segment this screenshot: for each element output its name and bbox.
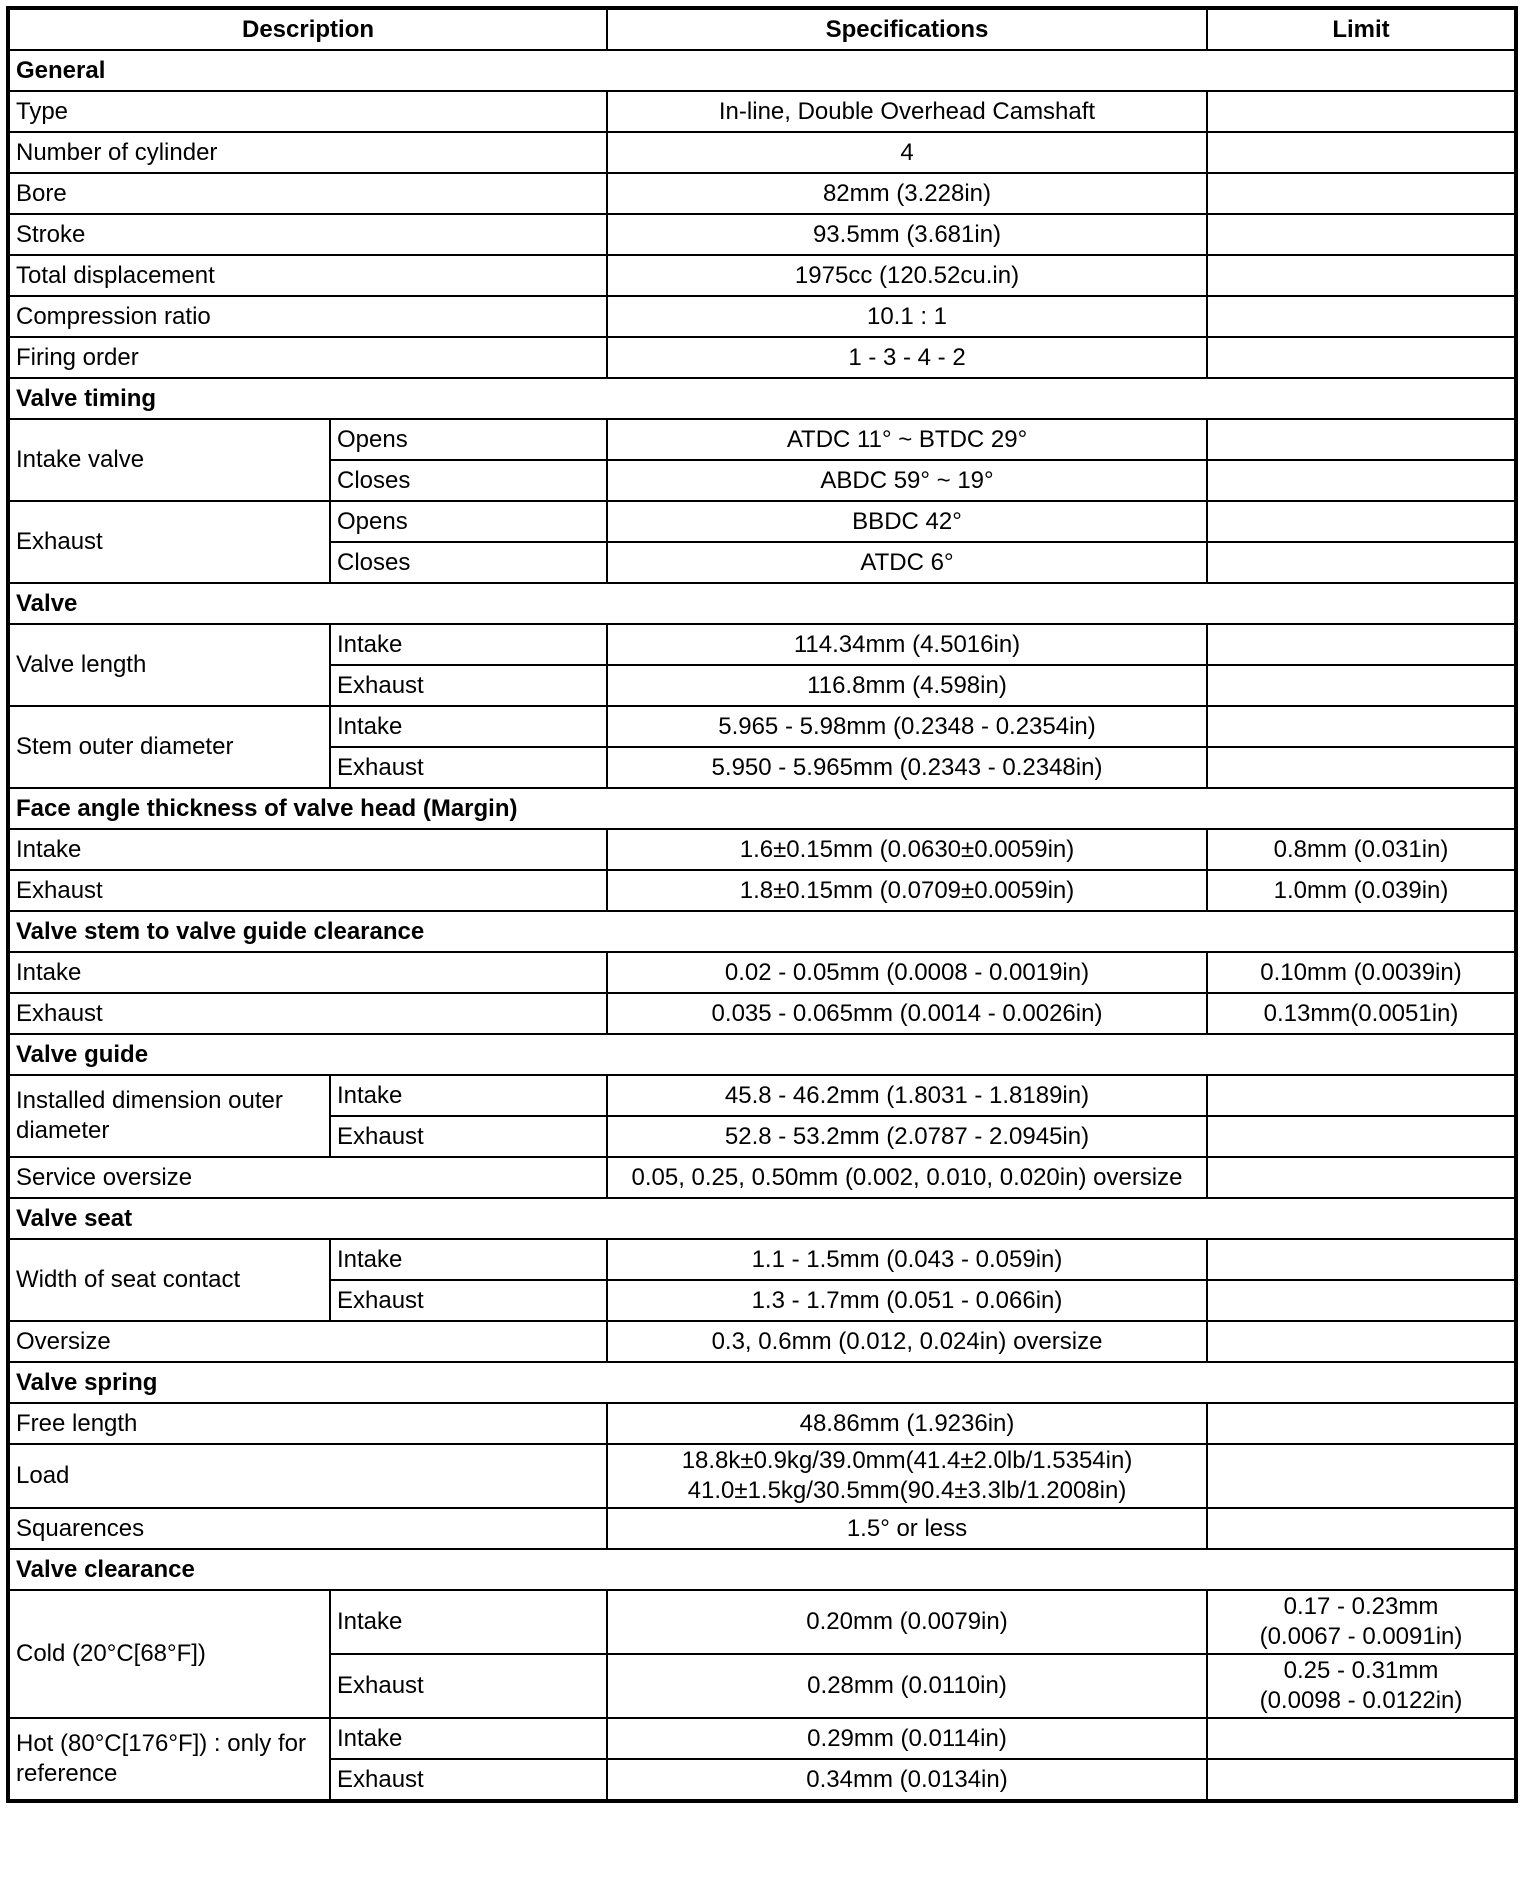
section-title-valve-clearance: Valve clearance	[8, 1549, 1516, 1590]
load-line-1: 18.8k±0.9kg/39.0mm(41.4±2.0lb/1.5354in)	[681, 1447, 1133, 1474]
table-row	[8, 419, 1516, 460]
table-row	[8, 870, 1516, 911]
row-spec: BBDC 42°	[607, 501, 1207, 542]
row-sublabel: Exhaust	[330, 1280, 607, 1321]
limit-line-2: (0.0067 - 0.0091in)	[1259, 1623, 1463, 1650]
row-limit	[1207, 665, 1516, 706]
row-label: Compression ratio	[8, 296, 607, 337]
section-title-valve-timing: Valve timing	[8, 378, 1516, 419]
section-row	[8, 911, 1516, 952]
row-spec: 0.20mm (0.0079in)	[607, 1590, 1207, 1654]
row-limit	[1207, 1280, 1516, 1321]
row-sublabel: Intake	[330, 1239, 607, 1280]
row-sublabel: Exhaust	[330, 665, 607, 706]
row-spec: 93.5mm (3.681in)	[607, 214, 1207, 255]
row-spec: 0.34mm (0.0134in)	[607, 1759, 1207, 1801]
row-spec: 5.950 - 5.965mm (0.2343 - 0.2348in)	[607, 747, 1207, 788]
row-limit	[1207, 173, 1516, 214]
row-spec	[607, 1444, 1207, 1508]
row-limit	[1207, 91, 1516, 132]
row-limit	[1207, 132, 1516, 173]
row-spec: 1 - 3 - 4 - 2	[607, 337, 1207, 378]
section-row	[8, 1549, 1516, 1590]
row-limit: 0.13mm(0.0051in)	[1207, 993, 1516, 1034]
load-line-2: 41.0±1.5kg/30.5mm(90.4±3.3lb/1.2008in)	[687, 1477, 1127, 1504]
row-label: Free length	[8, 1403, 607, 1444]
row-limit	[1207, 337, 1516, 378]
row-label: Squarences	[8, 1508, 607, 1549]
row-spec: 10.1 : 1	[607, 296, 1207, 337]
row-spec: 114.34mm (4.5016in)	[607, 624, 1207, 665]
table-row	[8, 173, 1516, 214]
section-title-valve-spring: Valve spring	[8, 1362, 1516, 1403]
section-row	[8, 50, 1516, 91]
row-limit	[1207, 1403, 1516, 1444]
section-title-guide-clearance: Valve stem to valve guide clearance	[8, 911, 1516, 952]
table-row	[8, 132, 1516, 173]
row-limit	[1207, 542, 1516, 583]
row-spec: 1.8±0.15mm (0.0709±0.0059in)	[607, 870, 1207, 911]
row-limit	[1207, 419, 1516, 460]
row-group-label: Installed dimension outer diameter	[8, 1075, 330, 1157]
row-label: Intake	[8, 952, 607, 993]
table-row	[8, 1075, 1516, 1116]
row-spec: 1.6±0.15mm (0.0630±0.0059in)	[607, 829, 1207, 870]
row-group-label: Hot (80°C[176°F]) : only for reference	[8, 1718, 330, 1801]
row-group-label: Intake valve	[8, 419, 330, 501]
row-label: Type	[8, 91, 607, 132]
row-spec: ATDC 11° ~ BTDC 29°	[607, 419, 1207, 460]
row-sublabel: Intake	[330, 1075, 607, 1116]
row-label: Number of cylinder	[8, 132, 607, 173]
section-title-general: General	[8, 50, 1516, 91]
row-sublabel: Exhaust	[330, 1759, 607, 1801]
header-row	[8, 8, 1516, 50]
row-sublabel: Intake	[330, 1718, 607, 1759]
section-row	[8, 583, 1516, 624]
row-limit	[1207, 1116, 1516, 1157]
row-label: Firing order	[8, 337, 607, 378]
table-row	[8, 1239, 1516, 1280]
row-spec: 82mm (3.228in)	[607, 173, 1207, 214]
row-sublabel: Intake	[330, 624, 607, 665]
limit-line-1: 0.17 - 0.23mm	[1283, 1593, 1439, 1620]
row-label: Exhaust	[8, 993, 607, 1034]
table-row	[8, 993, 1516, 1034]
row-sublabel: Closes	[330, 542, 607, 583]
section-title-valve: Valve	[8, 583, 1516, 624]
section-title-margin: Face angle thickness of valve head (Margin)	[8, 788, 1516, 829]
row-limit	[1207, 1718, 1516, 1759]
row-label: Stroke	[8, 214, 607, 255]
section-row	[8, 1362, 1516, 1403]
row-group-label: Width of seat contact	[8, 1239, 330, 1321]
row-sublabel: Exhaust	[330, 747, 607, 788]
row-limit	[1207, 1157, 1516, 1198]
limit-line-1: 0.25 - 0.31mm	[1283, 1657, 1439, 1684]
table-row	[8, 1718, 1516, 1759]
section-row	[8, 1034, 1516, 1075]
row-limit	[1207, 296, 1516, 337]
row-limit	[1207, 1508, 1516, 1549]
row-spec: 1.3 - 1.7mm (0.051 - 0.066in)	[607, 1280, 1207, 1321]
table-row	[8, 1444, 1516, 1508]
table-row	[8, 296, 1516, 337]
row-limit	[1207, 1321, 1516, 1362]
row-spec: 0.3, 0.6mm (0.012, 0.024in) oversize	[607, 1321, 1207, 1362]
header-description: Description	[8, 8, 607, 50]
limit-line-2: (0.0098 - 0.0122in)	[1259, 1687, 1463, 1714]
row-group-label: Exhaust	[8, 501, 330, 583]
section-row	[8, 1198, 1516, 1239]
row-label: Exhaust	[8, 870, 607, 911]
row-sublabel: Intake	[330, 1590, 607, 1654]
row-spec: ATDC 6°	[607, 542, 1207, 583]
row-spec: In-line, Double Overhead Camshaft	[607, 91, 1207, 132]
row-label: Bore	[8, 173, 607, 214]
table-row	[8, 337, 1516, 378]
row-sublabel: Closes	[330, 460, 607, 501]
row-limit	[1207, 1759, 1516, 1801]
header-specifications: Specifications	[607, 8, 1207, 50]
row-group-label: Stem outer diameter	[8, 706, 330, 788]
section-row	[8, 788, 1516, 829]
row-label: Intake	[8, 829, 607, 870]
row-label: Load	[8, 1444, 607, 1508]
row-spec: ABDC 59° ~ 19°	[607, 460, 1207, 501]
row-sublabel: Exhaust	[330, 1116, 607, 1157]
section-title-valve-guide: Valve guide	[8, 1034, 1516, 1075]
row-sublabel: Intake	[330, 706, 607, 747]
row-limit	[1207, 460, 1516, 501]
spec-table	[6, 6, 1518, 1803]
row-group-label: Cold (20°C[68°F])	[8, 1590, 330, 1718]
row-spec: 4	[607, 132, 1207, 173]
row-spec: 1.1 - 1.5mm (0.043 - 0.059in)	[607, 1239, 1207, 1280]
header-limit: Limit	[1207, 8, 1516, 50]
row-limit	[1207, 1075, 1516, 1116]
table-row	[8, 214, 1516, 255]
table-row	[8, 501, 1516, 542]
row-spec: 48.86mm (1.9236in)	[607, 1403, 1207, 1444]
row-spec: 0.05, 0.25, 0.50mm (0.002, 0.010, 0.020in) oversize	[607, 1157, 1207, 1198]
row-label: Total displacement	[8, 255, 607, 296]
row-spec: 5.965 - 5.98mm (0.2348 - 0.2354in)	[607, 706, 1207, 747]
row-spec: 45.8 - 46.2mm (1.8031 - 1.8189in)	[607, 1075, 1207, 1116]
row-limit	[1207, 501, 1516, 542]
table-row	[8, 255, 1516, 296]
table-row	[8, 1321, 1516, 1362]
table-row	[8, 1403, 1516, 1444]
row-limit	[1207, 255, 1516, 296]
row-limit: 0.8mm (0.031in)	[1207, 829, 1516, 870]
row-spec: 0.02 - 0.05mm (0.0008 - 0.0019in)	[607, 952, 1207, 993]
table-row	[8, 952, 1516, 993]
row-spec: 0.28mm (0.0110in)	[607, 1654, 1207, 1718]
table-row	[8, 1157, 1516, 1198]
table-row	[8, 624, 1516, 665]
row-limit	[1207, 1239, 1516, 1280]
row-spec: 1975cc (120.52cu.in)	[607, 255, 1207, 296]
table-row	[8, 1590, 1516, 1654]
table-row	[8, 829, 1516, 870]
section-title-valve-seat: Valve seat	[8, 1198, 1516, 1239]
row-limit	[1207, 214, 1516, 255]
table-row	[8, 1508, 1516, 1549]
row-limit	[1207, 1590, 1516, 1654]
row-limit	[1207, 1654, 1516, 1718]
row-limit: 1.0mm (0.039in)	[1207, 870, 1516, 911]
table-row	[8, 91, 1516, 132]
table-row	[8, 706, 1516, 747]
row-spec: 0.035 - 0.065mm (0.0014 - 0.0026in)	[607, 993, 1207, 1034]
row-limit	[1207, 706, 1516, 747]
row-label: Oversize	[8, 1321, 607, 1362]
row-label: Service oversize	[8, 1157, 607, 1198]
row-limit	[1207, 747, 1516, 788]
row-spec: 0.29mm (0.0114in)	[607, 1718, 1207, 1759]
row-spec: 52.8 - 53.2mm (2.0787 - 2.0945in)	[607, 1116, 1207, 1157]
row-group-label: Valve length	[8, 624, 330, 706]
row-limit: 0.10mm (0.0039in)	[1207, 952, 1516, 993]
row-spec: 116.8mm (4.598in)	[607, 665, 1207, 706]
section-row	[8, 378, 1516, 419]
row-sublabel: Exhaust	[330, 1654, 607, 1718]
row-spec: 1.5° or less	[607, 1508, 1207, 1549]
row-limit	[1207, 624, 1516, 665]
row-sublabel: Opens	[330, 501, 607, 542]
row-limit	[1207, 1444, 1516, 1508]
row-sublabel: Opens	[330, 419, 607, 460]
